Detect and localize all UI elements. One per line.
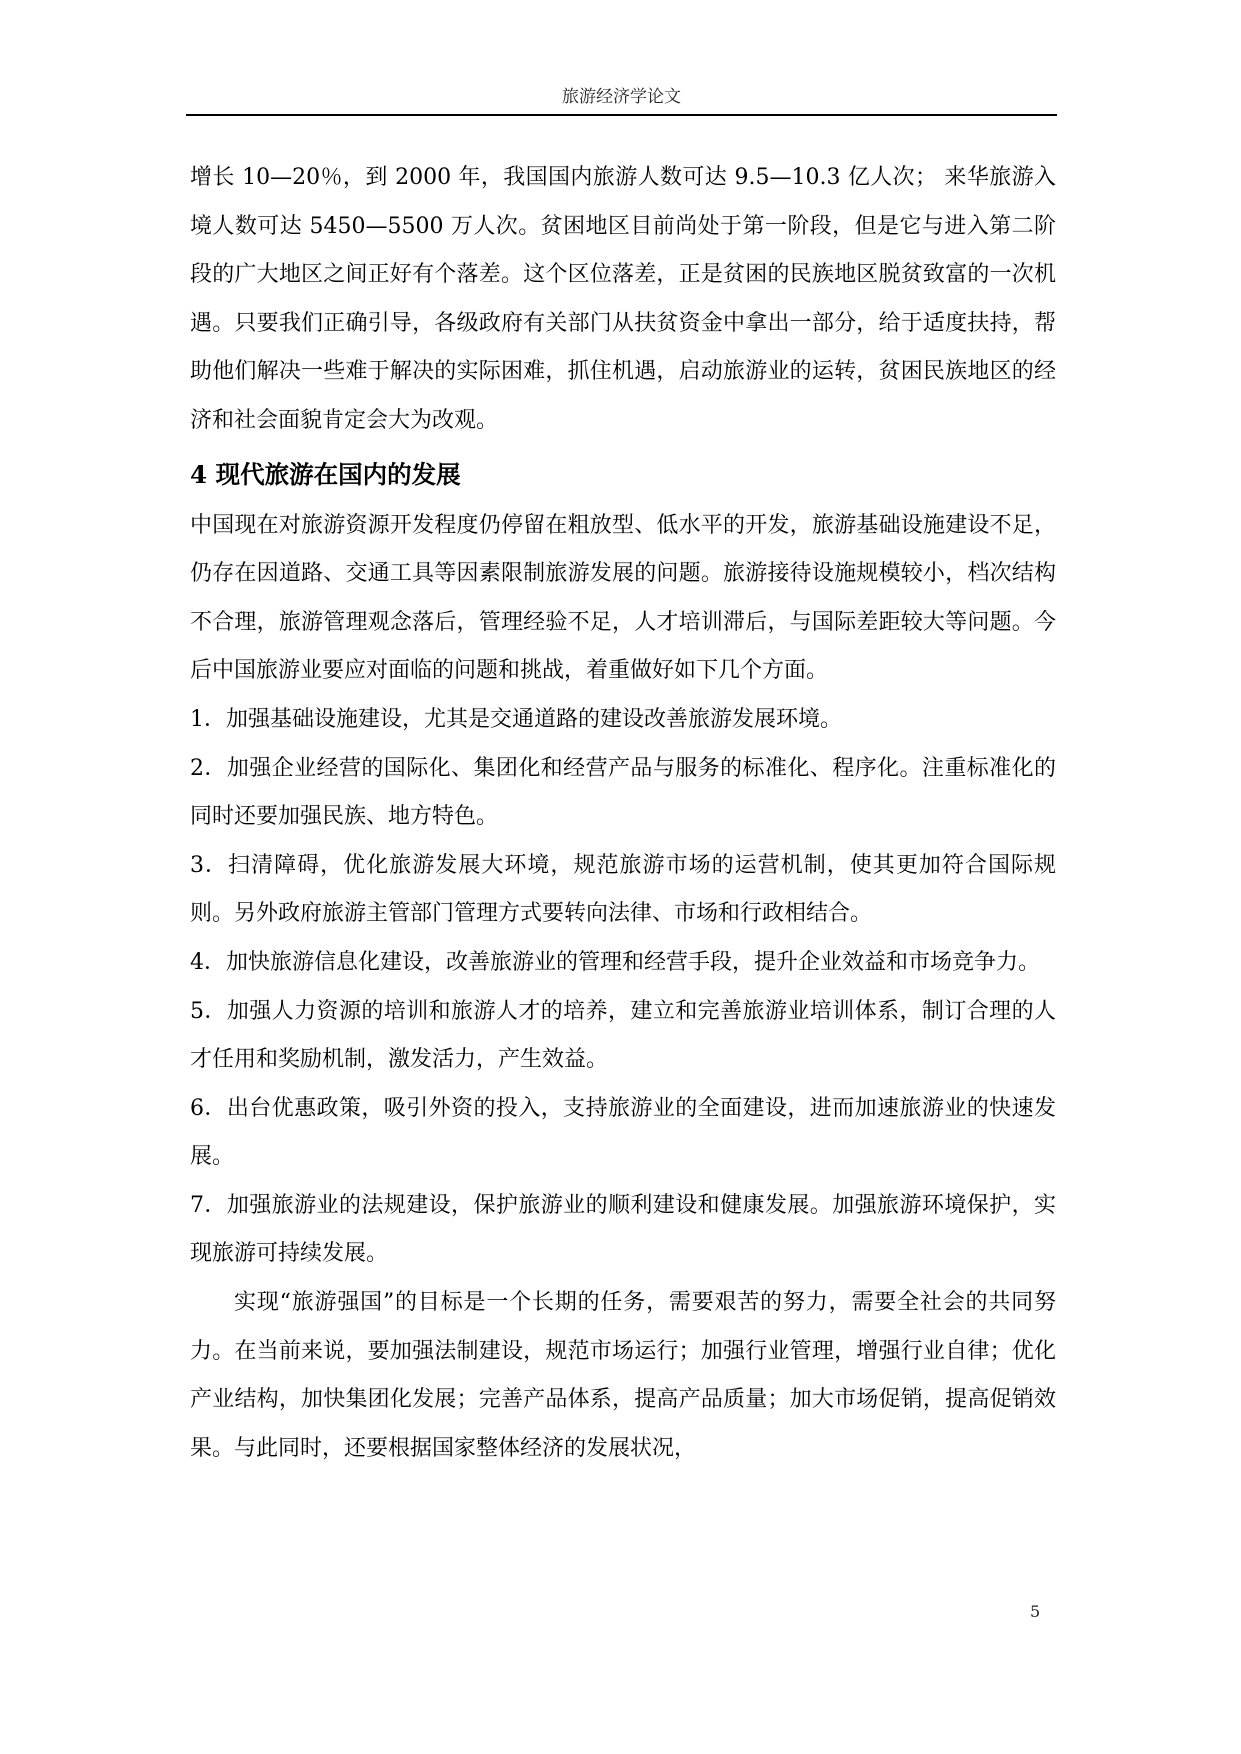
list-item: 1．加强基础设施建设，尤其是交通道路的建设改善旅游发展环境。 xyxy=(190,706,842,732)
list-item: 2．加强企业经营的国际化、集团化和经营产品与服务的标准化、程序化。注重标准化的同时还要加强民族、地方特色。 xyxy=(190,755,1056,830)
page-number: 5 xyxy=(1030,1602,1041,1621)
running-head: 旅游经济学论文 xyxy=(562,87,681,107)
main-content xyxy=(190,154,1056,1473)
list-item: 6．出台优惠政策，吸引外资的投入，支持旅游业的全面建设，进而加速旅游业的快速发展。 xyxy=(190,1095,1056,1170)
list-item: 5．加强人力资源的培训和旅游人才的培养，建立和完善旅游业培训体系，制订合理的人才任用和奖励机制，激发活力，产生效益。 xyxy=(190,998,1056,1073)
list-item: 7．加强旅游业的法规建设，保护旅游业的顺利建设和健康发展。加强旅游环境保护，实现旅游可持续发展。 xyxy=(190,1192,1056,1267)
section-heading: 4 现代旅游在国内的发展 xyxy=(190,459,461,489)
paragraph-conclusion: 实现“旅游强国”的目标是一个长期的任务，需要艰苦的努力，需要全社会的共同努力。在当前来说，要加强法制建设，规范市场运行；加强行业管理，增强行业自律；优化产业结构，加快集团化发展；完善产品体系，提高产品质量；加大市场促销，提高促销效果。与此同时，还要根据国家整体经济的发展状况， xyxy=(190,1290,1056,1461)
page-header xyxy=(186,86,1057,116)
list-item: 4．加快旅游信息化建设，改善旅游业的管理和经营手段，提升企业效益和市场竞争力。 xyxy=(190,949,1040,975)
paragraph-continuation: 增长 10—20％，到 2000 年，我国国内旅游人数可达 9.5—10.3 亿人次； 来华旅游入境人数可达 5450—5500 万人次。贫困地区目前尚处于第一阶段，但是它与进入第二阶段的广大地区之间正好有个落差。这个区位落差，正是贫困的民族地区脱贫致富的一次机遇。只要我们正确引导，各级政府有关部门从扶贫资金中拿出一部分，给于适度扶持，帮助他们解决一些难于解决的实际困难，抓住机遇，启动旅游业的运转，贫困民族地区的经济和社会面貌肯定会大为改观。 xyxy=(190,165,1056,433)
paragraph-intro: 中国现在对旅游资源开发程度仍停留在粗放型、低水平的开发，旅游基础设施建设不足，仍存在因道路、交通工具等因素限制旅游发展的问题。旅游接待设施规模较小，档次结构不合理，旅游管理观念落后，管理经验不足，人才培训滞后，与国际差距较大等问题。今后中国旅游业要应对面临的问题和挑战，着重做好如下几个方面。 xyxy=(190,512,1056,684)
header-rule xyxy=(186,114,1057,116)
list-item: 3．扫清障碍，优化旅游发展大环境，规范旅游市场的运营机制，使其更加符合国际规则。另外政府旅游主管部门管理方式要转向法律、市场和行政相结合。 xyxy=(190,852,1056,927)
